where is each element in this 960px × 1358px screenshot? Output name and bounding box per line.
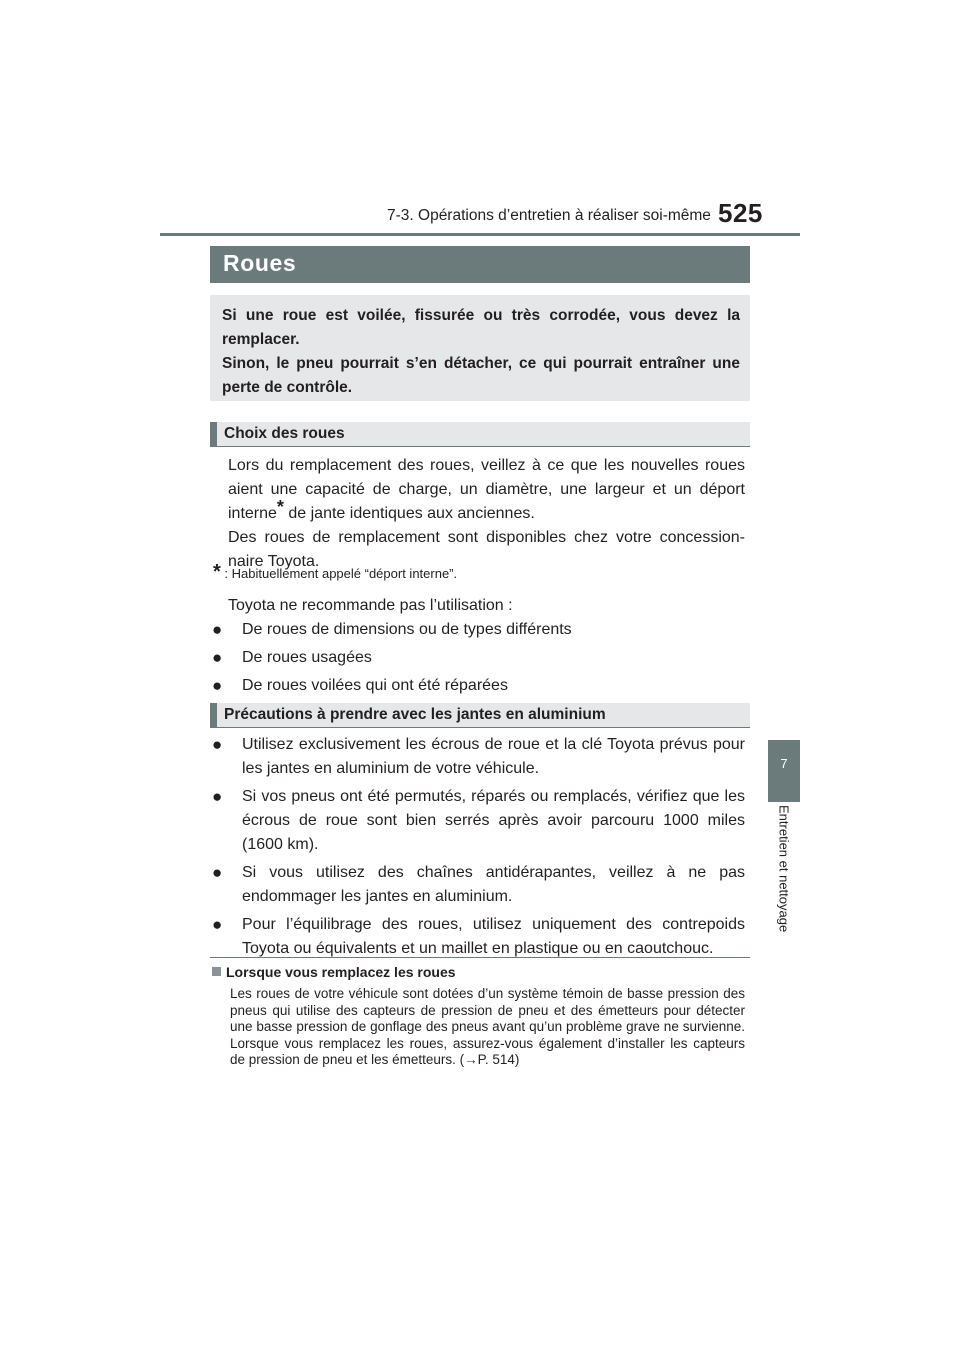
list-item-text: De roues usagées — [242, 649, 372, 666]
bullet-icon: ● — [212, 915, 223, 934]
section-marker — [210, 422, 217, 446]
page-title: Roues — [223, 250, 297, 276]
list-item — [212, 674, 745, 698]
bullet-icon: ● — [212, 620, 223, 639]
chapter-title-text: Entretien et nettoyage — [776, 805, 792, 933]
list-item — [212, 733, 745, 781]
choice-para-1a: Lors du remplacement des roues, veillez à ce que les nouvelles roues aient une capacité de charge, un diamètre, une largeur et un déport interne — [228, 457, 745, 522]
section-breadcrumb: 7-3. Opérations d’entretien à réaliser soi-même — [387, 207, 711, 224]
list-item — [212, 913, 745, 961]
list-item-text: De roues voilées qui ont été réparées — [242, 677, 508, 694]
section-marker — [210, 703, 217, 727]
chapter-title — [772, 805, 796, 955]
choice-para-1b: de jante identiques aux anciennes. — [283, 505, 535, 522]
list-item-text: Pour l’équilibrage des roues, utilisez uniquement des contrepoids Toyota ou équivalents et un maillet en plastique ou en caoutchouc. — [242, 916, 745, 957]
choice-para-1 — [228, 454, 745, 526]
list-item — [212, 861, 745, 909]
square-bullet-icon — [212, 967, 221, 976]
section-heading-alloy — [210, 703, 750, 728]
note-rule — [210, 957, 750, 958]
intro-line-2: Sinon, le pneu pourrait s’en détacher, ce qui pourrait entraîner une perte de contrôle. — [222, 355, 740, 396]
bullet-icon: ● — [212, 735, 223, 754]
intro-line-1: Si une roue est voilée, fissurée ou très corrodée, vous devez la remplacer. — [222, 307, 740, 348]
footnote-asterisk: * — [213, 561, 221, 583]
list-item-text: Si vous utilisez des chaînes antidérapantes, veillez à ne pas endommager les jantes en aluminium. — [242, 864, 745, 905]
page-number: 525 — [718, 198, 763, 228]
list-item — [212, 646, 745, 670]
choice-paragraph — [228, 454, 745, 574]
note-body: Les roues de votre véhicule sont dotées d’un système témoin de basse pression des pneus qui utilise des capteurs de pression de pneu et des émetteurs pour détecter une basse pression de gonflage des pneus avant qu’un problème grave ne survienne. Lorsque vous remplacez les roues, assurez-vous également d’installer les capteurs de pression de pneu et les émetteurs. (→P. 514) — [230, 986, 745, 1067]
section-heading-choice — [210, 422, 750, 447]
list-item — [212, 785, 745, 857]
note-heading — [212, 964, 456, 980]
choice-para-2: Des roues de remplacement sont disponibles chez votre concession-naire Toyota. — [228, 529, 745, 570]
bullet-icon: ● — [212, 787, 223, 806]
header-rule — [160, 233, 800, 236]
list-item-text: De roues de dimensions ou de types différents — [242, 621, 572, 638]
bullet-icon: ● — [212, 863, 223, 882]
chapter-tab — [768, 740, 800, 802]
choice-lead: Toyota ne recommande pas l’utilisation : — [228, 597, 513, 614]
bullet-icon: ● — [212, 676, 223, 695]
list-item-text: Si vos pneus ont été permutés, réparés ou remplacés, vérifiez que les écrous de roue sont bien serrés après avoir parcouru 1000 miles (1600 km). — [242, 788, 745, 853]
footnote-text: : Habituellement appelé “déport interne”. — [224, 566, 458, 581]
list-item — [212, 618, 745, 642]
section-heading-label: Précautions à prendre avec les jantes en aluminium — [224, 706, 606, 723]
choice-bullet-list — [212, 618, 745, 702]
bullet-icon: ● — [212, 648, 223, 667]
intro-text — [222, 304, 740, 400]
section-heading-label: Choix des roues — [224, 425, 345, 442]
chapter-number: 7 — [780, 756, 788, 771]
alloy-bullet-list — [212, 733, 745, 965]
footnote — [213, 561, 458, 583]
note-heading-text: Lorsque vous remplacez les roues — [226, 964, 456, 980]
asterisk-mark: * — [276, 497, 284, 517]
list-item-text: Utilisez exclusivement les écrous de roue et la clé Toyota prévus pour les jantes en aluminium de votre véhicule. — [242, 736, 745, 777]
